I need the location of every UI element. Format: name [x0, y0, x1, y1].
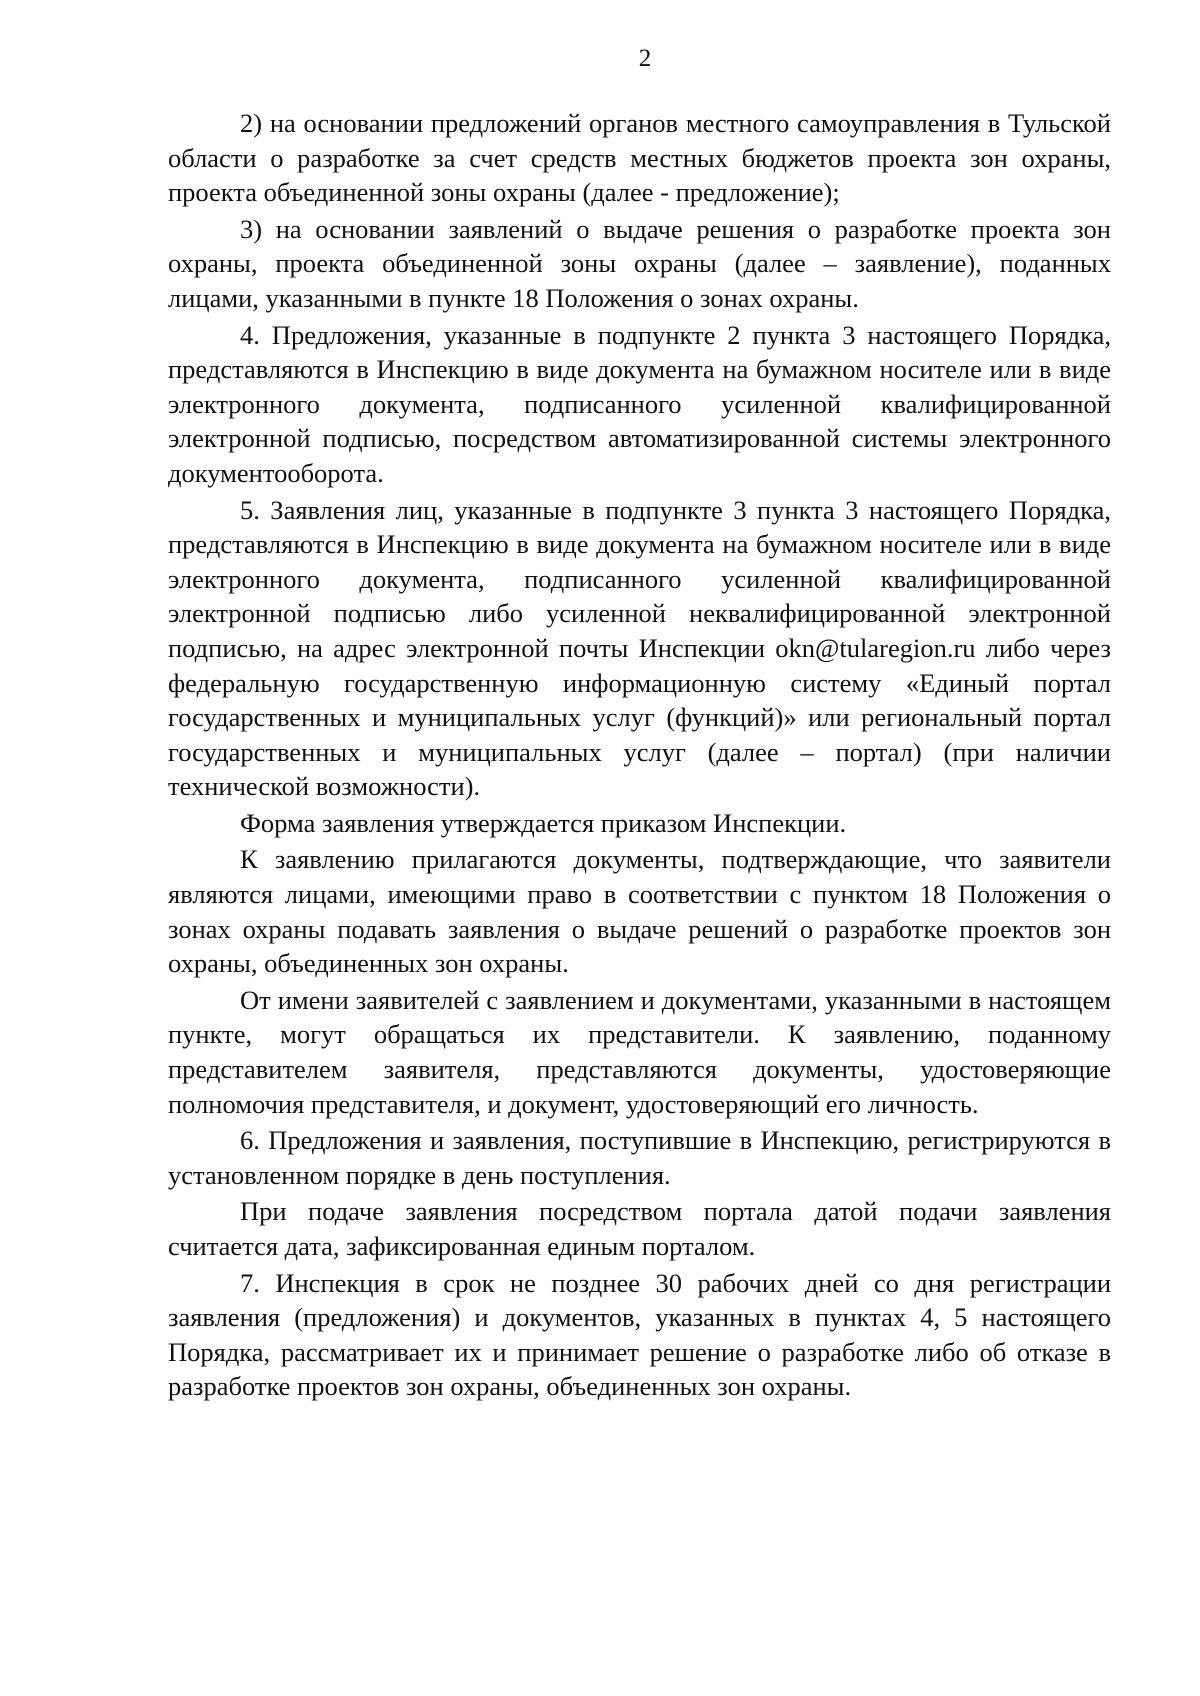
paragraph-application-form: Форма заявления утверждается приказом Инспекции.	[240, 807, 847, 838]
paragraph-section-4: 4. Предложения, указанные в подпункте 2 пункта 3 настоящего Порядка, представляются в Инспекцию в виде документа на бумажном носителе или в виде электронного документа, подписанного усиленной квалифицированной электронной подписью, посредством автоматизированной системы электронного документооборота.	[168, 319, 1111, 488]
paragraph-section-7: 7. Инспекция в срок не позднее 30 рабочих дней со дня регистрации заявления (предложения) и документов, указанных в пунктах 4, 5 настоящего Порядка, рассматривает их и принимает решение о разработке либо об отказе в разработке проектов зон охраны, объединенных зон охраны.	[168, 1267, 1111, 1402]
paragraph-section-5: 5. Заявления лиц, указанные в подпункте 3 пункта 3 настоящего Порядка, представляются в Инспекцию в виде документа на бумажном носителе или в виде электронного документа, подписанного усиленной квалифицированной электронной подписью либо усиленной неквалифицированной электронной подписью, на адрес электронной почты Инспекции okn@tularegion.ru либо через федеральную государственную информационную систему «Единый портал государственных и муниципальных услуг (функций)» или региональный портал государственных и муниципальных услуг (далее – портал) (при наличии технической возможности).	[168, 494, 1111, 802]
paragraph-representatives: От имени заявителей с заявлением и документами, указанными в настоящем пункте, могут обращаться их представители. К заявлению, поданному представителем заявителя, представляются документы, удостоверяющие полномочия представителя, и документ, удостоверяющий его личность.	[168, 984, 1111, 1119]
paragraph-item-3-applications: 3) на основании заявлений о выдаче решения о разработке проекта зон охраны, проекта объединенной зоны охраны (далее – заявление), поданных лицами, указанными в пункте 18 Положения о зонах охраны.	[168, 213, 1111, 313]
paragraph-section-6: 6. Предложения и заявления, поступившие в Инспекцию, регистрируются в установленном порядке в день поступления.	[168, 1125, 1111, 1190]
document-body	[168, 106, 1111, 1404]
paragraph-attached-documents: К заявлению прилагаются документы, подтверждающие, что заявители являются лицами, имеющими право в соответствии с пунктом 18 Положения о зонах охраны подавать заявления о выдаче решений о разработке проектов зон охраны, объединенных зон охраны.	[168, 844, 1111, 979]
paragraph-portal-date: При подаче заявления посредством портала датой подачи заявления считается дата, зафиксированная единым порталом.	[168, 1196, 1111, 1261]
page-number: 2	[638, 45, 652, 72]
paragraph-item-2-proposals: 2) на основании предложений органов местного самоуправления в Тульской области о разработке за счет средств местных бюджетов проекта зон охраны, проекта объединенной зоны охраны (далее - предложение);	[168, 108, 1111, 208]
